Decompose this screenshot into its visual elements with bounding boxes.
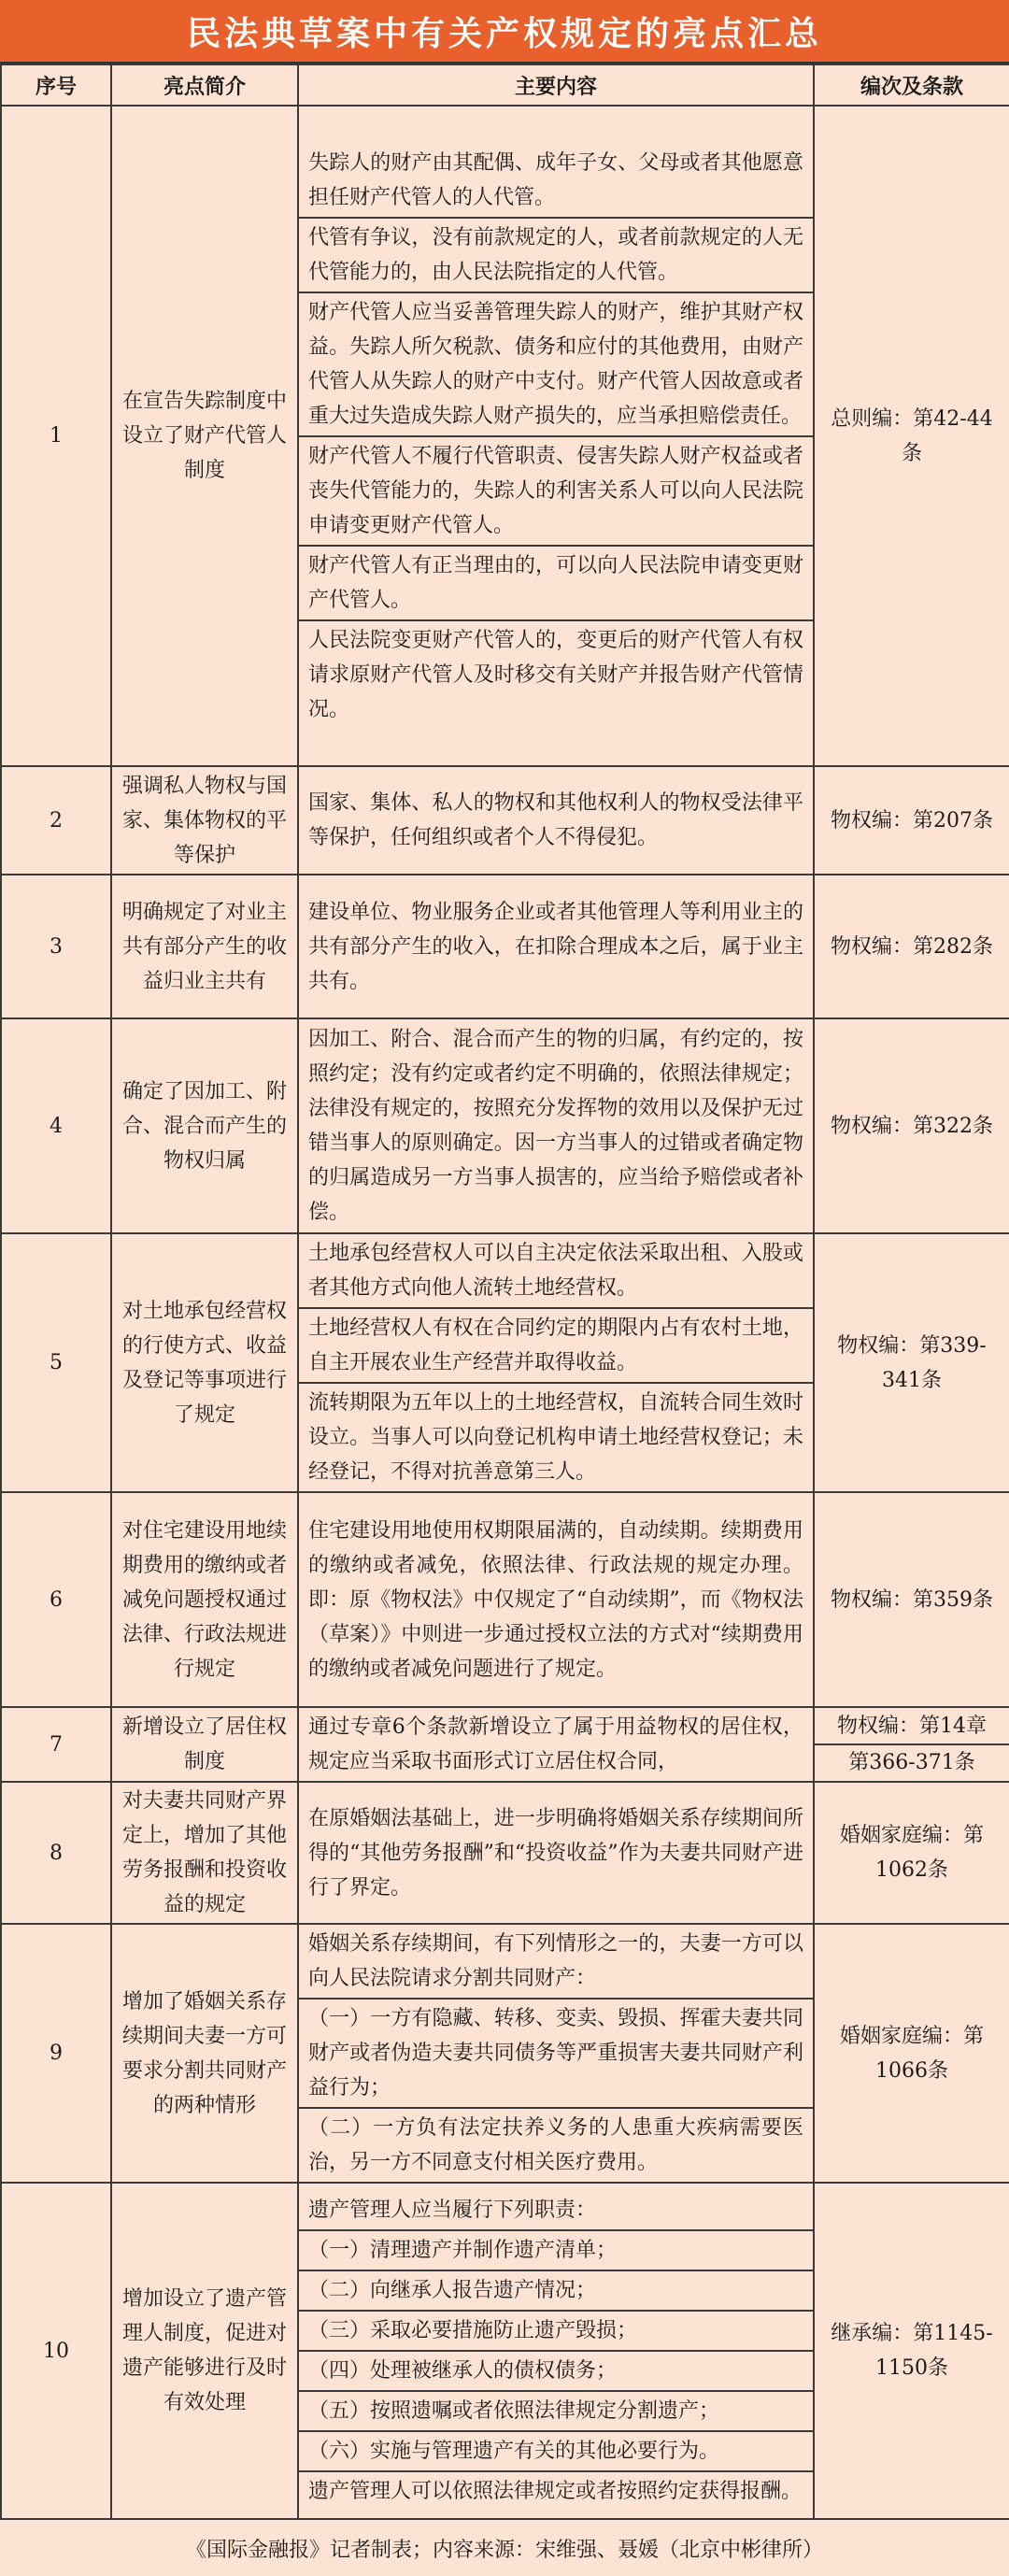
row-highlight: 对夫妻共同财产界定上，增加了其他劳务报酬和投资收益的规定 (111, 1782, 298, 1924)
content-paragraph: 住宅建设用地使用权期限届满的，自动续期。续期费用的缴纳或者减免，依照法律、行政法规的规定办理。即：原《物权法》中仅规定了“自动续期”，而《物权法（草案）》中则进一步通过授权立法的方式对“续期费用的缴纳或者减免问题进行了规定。 (308, 1518, 803, 1681)
row-highlight: 对土地承包经营权的行使方式、收益及登记等事项进行了规定 (111, 1233, 298, 1492)
content-paragraph: （五）按照遗嘱或者依照法律规定分割遗产； (299, 2390, 813, 2430)
row-reference: 物权编：第339-341条 (814, 1233, 1009, 1492)
content-paragraph: 土地经营权人有权在合同约定的期限内占有农村土地，自主开展农业生产经营并取得收益。 (299, 1307, 813, 1382)
row-number: 6 (1, 1492, 111, 1707)
highlights-table (0, 64, 1009, 2520)
reference-part: 第366-371条 (815, 1743, 1009, 1780)
content-paragraph: 代管有争议，没有前款规定的人，或者前款规定的人无代管能力的，由人民法院指定的人代管。 (299, 217, 813, 292)
source-footer: 《国际金融报》记者制表；内容来源：宋维强、聂媛（北京中彬律所） (185, 2538, 823, 2562)
row-reference: 物权编：第282条 (814, 875, 1009, 1018)
content-paragraph: 国家、集体、私人的物权和其他权利人的物权受法律平等保护，任何组织或者个人不得侵犯。 (308, 791, 803, 849)
row-highlight: 增加设立了遗产管理人制度，促进对遗产能够进行及时有效处理 (111, 2183, 298, 2519)
row-content (298, 1018, 814, 1233)
table-row (1, 2183, 1009, 2519)
table-row (1, 875, 1009, 1018)
row-content (298, 1707, 814, 1782)
content-paragraph: （一）清理遗产并制作遗产清单； (299, 2229, 813, 2270)
content-paragraph: 在原婚姻法基础上，进一步明确将婚姻关系存续期间所得的“其他劳务报酬”和“投资收益”作为夫妻共同财产进行了界定。 (308, 1806, 803, 1900)
row-reference (814, 1707, 1009, 1782)
row-number: 9 (1, 1924, 111, 2183)
row-reference: 总则编：第42-44条 (814, 106, 1009, 766)
row-number: 2 (1, 766, 111, 875)
content-paragraph: 通过专章6个条款新增设立了属于用益物权的居住权，规定应当采取书面形式订立居住权合同， (308, 1715, 803, 1773)
row-number: 1 (1, 106, 111, 766)
table-row (1, 106, 1009, 766)
row-reference: 物权编：第322条 (814, 1018, 1009, 1233)
content-paragraph: （三）采取必要措施防止遗产毁损； (299, 2310, 813, 2350)
row-number: 3 (1, 875, 111, 1018)
content-paragraph: （四）处理被继承人的债权债务； (299, 2350, 813, 2390)
row-highlight: 增加了婚姻关系存续期间夫妻一方可要求分割共同财产的两种情形 (111, 1924, 298, 2183)
content-paragraph: 流转期限为五年以上的土地经营权，自流转合同生效时设立。当事人可以向登记机构申请土地经营权登记；未经登记，不得对抗善意第三人。 (299, 1382, 813, 1491)
row-highlight: 在宣告失踪制度中设立了财产代管人制度 (111, 106, 298, 766)
table-row (1, 766, 1009, 875)
row-reference: 物权编：第359条 (814, 1492, 1009, 1707)
row-highlight: 新增设立了居住权制度 (111, 1707, 298, 1782)
content-paragraph: （二）向继承人报告遗产情况； (299, 2270, 813, 2310)
content-paragraph: 财产代管人有正当理由的，可以向人民法院申请变更财产代管人。 (299, 545, 813, 619)
table-row (1, 1233, 1009, 1492)
row-content (298, 766, 814, 875)
row-content (298, 1492, 814, 1707)
row-reference: 继承编：第1145-1150条 (814, 2183, 1009, 2519)
content-paragraph: 财产代管人应当妥善管理失踪人的财产，维护其财产权益。失踪人所欠税款、债务和应付的其他费用，由财产代管人从失踪人的财产中支付。财产代管人因故意或者重大过失造成失踪人财产损失的，应当承担赔偿责任。 (299, 292, 813, 435)
row-content (298, 1782, 814, 1924)
row-reference: 婚姻家庭编：第1062条 (814, 1782, 1009, 1924)
row-content (298, 2183, 814, 2519)
row-reference: 婚姻家庭编：第1066条 (814, 1924, 1009, 2183)
content-paragraph: （一）一方有隐藏、转移、变卖、毁损、挥霍夫妻共同财产或者伪造夫妻共同债务等严重损害夫妻共同财产利益行为； (299, 1998, 813, 2107)
header-ref: 编次及条款 (814, 64, 1009, 106)
content-paragraph: 建设单位、物业服务企业或者其他管理人等利用业主的共有部分产生的收入，在扣除合理成本之后，属于业主共有。 (308, 900, 803, 993)
content-paragraph: 婚姻关系存续期间，有下列情形之一的，夫妻一方可以向人民法院请求分割共同财产： (308, 1932, 803, 1990)
table-row (1, 1782, 1009, 1924)
content-paragraph: （二）一方负有法定扶养义务的人患重大疾病需要医治，另一方不同意支付相关医疗费用。 (299, 2107, 813, 2182)
row-highlight: 强调私人物权与国家、集体物权的平等保护 (111, 766, 298, 875)
row-content (298, 1233, 814, 1492)
content-paragraph: 遗产管理人可以依照法律规定或者按照约定获得报酬。 (299, 2470, 813, 2511)
content-paragraph: 人民法院变更财产代管人的，变更后的财产代管人有权请求原财产代管人及时移交有关财产并报告财产代管情况。 (299, 619, 813, 729)
header-highlight: 亮点简介 (111, 64, 298, 106)
table-row (1, 1924, 1009, 2183)
row-highlight: 对住宅建设用地续期费用的缴纳或者减免问题授权通过法律、行政法规进行规定 (111, 1492, 298, 1707)
content-paragraph: 土地承包经营权人可以自主决定依法采取出租、入股或者其他方式向他人流转土地经营权。 (308, 1242, 803, 1300)
row-reference: 物权编：第207条 (814, 766, 1009, 875)
reference-part: 物权编：第14章 (837, 1715, 987, 1738)
row-number: 10 (1, 2183, 111, 2519)
row-number: 8 (1, 1782, 111, 1924)
page-title: 民法典草案中有关产权规定的亮点汇总 (0, 0, 1009, 64)
row-highlight: 明确规定了对业主共有部分产生的收益归业主共有 (111, 875, 298, 1018)
content-paragraph: 因加工、附合、混合而产生的物的归属，有约定的，按照约定；没有约定或者约定不明确的，依照法律规定；法律没有规定的，按照充分发挥物的效用以及保护无过错当事人的原则确定。因一方当事人的过错或者确定物的归属造成另一方当事人损害的，应当给予赔偿或者补偿。 (308, 1028, 803, 1224)
table-row (1, 1707, 1009, 1782)
header-seq: 序号 (1, 64, 111, 106)
row-number: 4 (1, 1018, 111, 1233)
row-content (298, 875, 814, 1018)
content-paragraph: 遗产管理人应当履行下列职责： (308, 2199, 597, 2222)
header-content: 主要内容 (298, 64, 814, 106)
table-row (1, 1018, 1009, 1233)
content-paragraph: 财产代管人不履行代管职责、侵害失踪人财产权益或者丧失代管能力的，失踪人的利害关系人可以向人民法院申请变更财产代管人。 (299, 435, 813, 545)
table-header-row (1, 64, 1009, 106)
row-content (298, 106, 814, 766)
row-number: 7 (1, 1707, 111, 1782)
content-paragraph: （六）实施与管理遗产有关的其他必要行为。 (299, 2430, 813, 2470)
row-content (298, 1924, 814, 2183)
content-paragraph: 失踪人的财产由其配偶、成年子女、父母或者其他愿意担任财产代管人的人代管。 (308, 150, 803, 209)
row-number: 5 (1, 1233, 111, 1492)
row-highlight: 确定了因加工、附合、混合而产生的物权归属 (111, 1018, 298, 1233)
table-row (1, 1492, 1009, 1707)
